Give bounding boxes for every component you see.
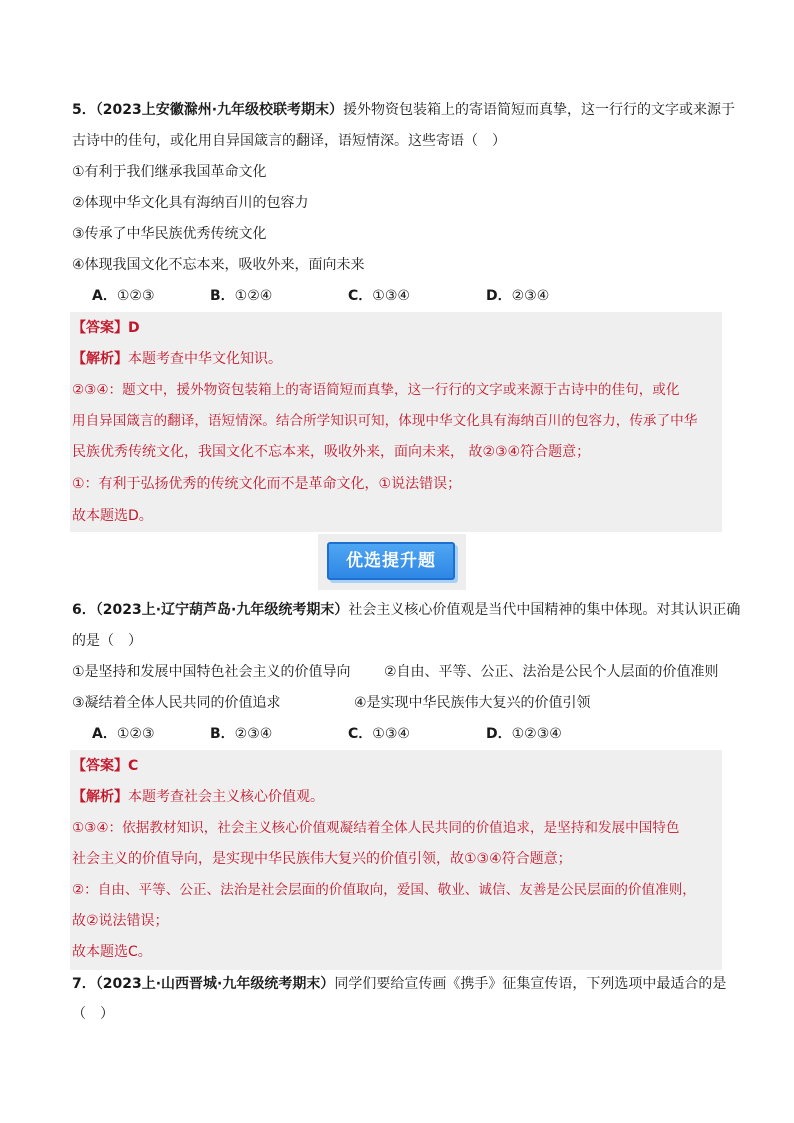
q6-analysis-line: 故本题选C。: [72, 944, 152, 960]
q5-stem-line-2: 古诗中的佳句，或化用自异国箴言的翻译，语短情深。这些寄语（ ）: [72, 133, 506, 149]
q7-number: 7．: [72, 976, 96, 992]
q5-analysis-label: 【解析】: [72, 351, 128, 367]
q7-stem-line-1: [72, 974, 727, 994]
section-banner-label: 优选提升题: [327, 542, 455, 580]
q6-items-row-2: [72, 693, 724, 713]
q6-items-row-1: [72, 662, 724, 682]
q5-analysis-intro-line: [72, 349, 724, 369]
q5-option-d[interactable]: D．②③④: [486, 288, 550, 304]
q5-number: 5．: [72, 102, 96, 118]
q6-stem-text-1: 社会主义核心价值观是当代中国精神的集中体现。对其认识正确: [348, 602, 741, 618]
q5-analysis-intro: 本题考查中华文化知识。: [128, 351, 282, 367]
q6-option-c[interactable]: C．①③④: [348, 726, 410, 742]
q6-item: ③凝结着全体人民共同的价值追求: [72, 695, 281, 711]
q7-stem-line-2: （ ）: [72, 1006, 114, 1022]
q5-stem-line-1: [72, 100, 736, 120]
q5-analysis-line: 民族优秀传统文化，我国文化不忘本来，吸收外来，面向未来， 故②③④符合题意；: [72, 444, 591, 460]
q6-number: 6．: [72, 602, 96, 618]
q5-option-a[interactable]: A．①②③: [92, 288, 155, 304]
q6-analysis-line: ②：自由、平等、公正、法治是社会层面的价值取向，爱国、敬业、诚信、友善是公民层面的价值准则，: [72, 882, 696, 898]
q5-item: ②体现中华文化具有海纳百川的包容力: [72, 195, 309, 211]
q5-analysis-line: 故本题选D。: [72, 508, 153, 524]
q6-stem-line-1: [72, 600, 741, 620]
q5-options: [72, 286, 724, 306]
q5-option-c[interactable]: C．①③④: [348, 288, 410, 304]
q5-answer: [72, 318, 724, 338]
q5-source: （2023上安徽滁州·九年级校联考期末）: [95, 102, 344, 118]
q7-stem-text-1: 同学们要给宣传画《携手》征集宣传语，下列选项中最适合的是: [334, 976, 727, 992]
q6-stem-line-2: 的是（ ）: [72, 633, 142, 649]
q6-analysis-intro: 本题考查社会主义核心价值观。: [128, 789, 324, 805]
q6-analysis-line: 社会主义的价值导向，是实现中华民族伟大复兴的价值引领，故①③④符合题意；: [72, 851, 572, 867]
q6-analysis-line: 故②说法错误；: [72, 913, 169, 929]
q5-stem-text-1: 援外物资包装箱上的寄语简短而真挚，这一行行的文字或来源于: [343, 102, 736, 118]
q5-item: ①有利于我们继承我国革命文化: [72, 164, 267, 180]
section-banner: [318, 534, 466, 590]
q6-item: ④是实现中华民族伟大复兴的价值引领: [354, 695, 591, 711]
q7-source: （2023上·山西晋城·九年级统考期末）: [95, 976, 335, 992]
q6-source: （2023上·辽宁葫芦岛·九年级统考期末）: [95, 602, 349, 618]
q5-analysis-line: ①：有利于弘扬优秀的传统文化而不是革命文化，①说法错误；: [72, 476, 462, 492]
q5-answer-value: D: [128, 320, 140, 336]
q6-answer: [72, 756, 724, 776]
q6-option-d[interactable]: D．①②③④: [486, 726, 562, 742]
q6-item: ①是坚持和发展中国特色社会主义的价值导向: [72, 664, 351, 680]
q6-answer-value: C: [128, 758, 139, 774]
q5-analysis-line: 用自异国箴言的翻译，语短情深。结合所学知识可知，体现中华文化具有海纳百川的包容力，传承了中华: [72, 413, 698, 429]
q6-option-a[interactable]: A．①②③: [92, 726, 155, 742]
q5-option-b[interactable]: B．①②④: [210, 288, 273, 304]
q6-option-b[interactable]: B．②③④: [210, 726, 273, 742]
q6-analysis-line: ①③④：依据教材知识，社会主义核心价值观凝结着全体人民共同的价值追求，是坚持和发展中国特色: [72, 820, 680, 836]
q5-item: ③传承了中华民族优秀传统文化: [72, 226, 267, 242]
q6-analysis-label: 【解析】: [72, 789, 128, 805]
q6-analysis-intro-line: [72, 787, 724, 807]
q6-answer-label: 【答案】: [72, 758, 128, 774]
q5-analysis-line: ②③④：题文中，援外物资包装箱上的寄语简短而真挚，这一行行的文字或来源于古诗中的佳句，或化: [72, 382, 680, 398]
q6-item: ②自由、平等、公正、法治是公民个人层面的价值准则: [384, 664, 719, 680]
q6-options: [72, 724, 724, 744]
q5-item: ④体现我国文化不忘本来，吸收外来，面向未来: [72, 257, 365, 273]
q5-answer-label: 【答案】: [72, 320, 128, 336]
